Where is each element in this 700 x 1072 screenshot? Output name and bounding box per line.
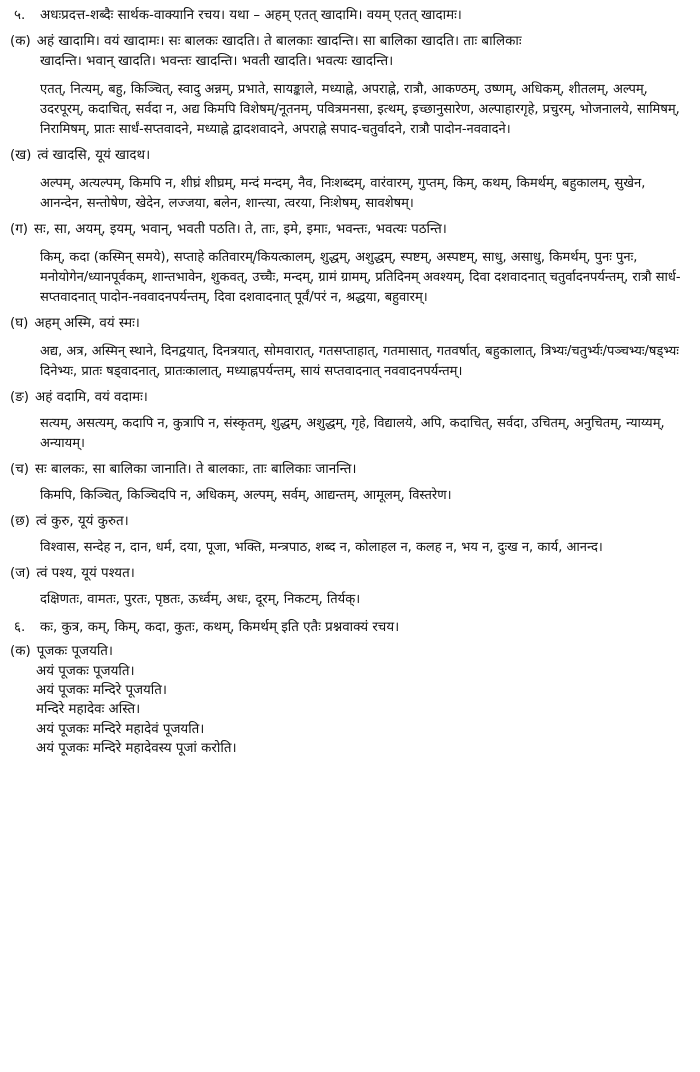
section-heading — [10, 220, 690, 240]
section-heading — [10, 314, 690, 334]
heading-line: अहं खादामि। वयं खादामः। सः बालकः खादति। ते बालकाः खादन्ति। सा बालिका खादति। ताः बालिकाः — [36, 34, 522, 49]
question-number: ५. — [14, 8, 26, 23]
word-list: दक्षिणतः, वामतः, पुरतः, पृष्ठतः, ऊर्ध्वम्, अधः, दूरम्, निकटम्, तिर्यक्। — [40, 592, 361, 607]
section-heading — [10, 146, 690, 166]
example-heading — [10, 642, 690, 662]
question-number: ६. — [14, 620, 26, 635]
word-list: विश्वास, सन्देह न, दान, धर्म, दया, पूजा, भक्ति, मन्त्रपाठ, शब्द न, कोलाहल न, कलह न, भय न, दुःख न, कार्य, आनन्द। — [40, 540, 603, 555]
section-heading — [10, 564, 690, 584]
section-ja — [10, 564, 690, 610]
section-cha — [10, 460, 690, 506]
question-5 — [10, 6, 690, 26]
section-heading — [10, 32, 690, 52]
word-list: अल्पम्, अत्यल्पम्, किमपि न, शीघ्रं शीघ्रम्, मन्दं मन्दम्, नैव, निःशब्दम्, वारंवारम्, गुप्तम्, किम्, कथम्, किमर्थम्, बहुकालम्, सुखेन, आनन्देन, सन्तोषेण, खेदेन, लज्जया, बलेन, शान्त्या, त्वरया, निःशेषम्, सावशेषम्। — [40, 176, 646, 211]
section-label: (घ) — [10, 316, 29, 331]
heading-line: अहं वदामि, वयं वदामः। — [34, 390, 148, 405]
question-instruction: अधःप्रदत्त-शब्दैः सार्थक-वाक्यानि रचय। यथा – अहम् एतत् खादामि। वयम् एतत् खादामः। — [40, 8, 462, 23]
heading-line: सः बालकः, सा बालिका जानाति। ते बालकाः, ताः बालिकाः जानन्ति। — [34, 462, 357, 477]
example-first-line: पूजकः पूजयति। — [36, 644, 114, 659]
section-heading — [10, 388, 690, 408]
word-list: एतत्, नित्यम्, बहु, किञ्चित्, स्वादु अन्नम्, प्रभाते, सायङ्काले, मध्याह्ने, अपराह्ने, रात्रौ, आकण्ठम्, उष्णम्, अधिकम्, शीतलम्, अल्पम्, उदरपूरम्, कदाचित्, सर्वदा न, अद्य किमपि विशेषम्/नूतनम्, पवित्रमनसा, इत्थम्, इच्छानुसारेण, अल्पाहारगृहे, प्रचुरम्, भोजनालये, सामिषम्, निरामिषम्, प्रातः सार्धं-सप्तवादने, मध्याह्ने द्वादशवादने, अपराह्ने सपाद-चतुर्वादने, रात्रौ पादोन-नववादने। — [40, 82, 680, 137]
section-nga — [10, 388, 690, 454]
section-heading — [10, 52, 690, 72]
section-kha — [10, 146, 690, 214]
example-line: अयं पूजकः मन्दिरे महादेवं पूजयति। — [36, 721, 205, 737]
word-list: सत्यम्, असत्यम्, कदापि न, कुत्रापि न, संस्कृतम्, शुद्धम्, अशुद्धम्, गृहे, विद्यालये, अपि, कदाचित्, सर्वदा, उचितम्, अनुचितम्, न्याय्यम्, अन्यायम्। — [40, 416, 665, 451]
heading-line: त्वं खादसि, यूयं खादथ। — [37, 148, 151, 163]
section-ga — [10, 220, 690, 308]
section-label: (ग) — [10, 222, 28, 237]
heading-line: सः, सा, अयम्, इयम्, भवान्, भवती पठति। ते, ताः, इमे, इमाः, भवन्तः, भवत्यः पठन्ति। — [34, 222, 447, 237]
question-6 — [10, 618, 690, 638]
example-line: अयं पूजकः मन्दिरे पूजयति। — [36, 683, 167, 699]
section-label: (ङ) — [10, 390, 29, 405]
heading-line: अहम् अस्मि, वयं स्मः। — [34, 316, 140, 331]
word-list: किम्, कदा (कस्मिन् समये), सप्ताहे कतिवारम्/कियत्कालम्, शुद्धम्, अशुद्धम्, स्पष्टम्, अस्पष्टम्, साधु, असाधु, किमर्थम्, पुनः पुनः, मनोयोगेन/ध्यानपूर्वकम्, शान्तभावेन, शुकवत्, उच्चैः, मन्दम्, ग्रामं ग्रामम्, प्रतिदिनम् अवश्यम्, दिवा दशवादनात् चतुर्वादनपर्यन्तम्, रात्रौ सार्ध-सप्तवादनात् पादोन-नववादनपर्यन्तम्, दिवा दशवादनात् पूर्वं/परं न, श्रद्धया, बहुवारम्। — [40, 250, 681, 305]
section-label: (च) — [10, 462, 29, 477]
example-line: मन्दिरे महादेवः अस्ति। — [36, 702, 141, 718]
example-line: अयं पूजकः मन्दिरे महादेवस्य पूजां करोति। — [36, 740, 237, 756]
question-instruction: कः, कुत्र, कम्, किम्, कदा, कुतः, कथम्, किमर्थम् इति एतैः प्रश्नवाक्यं रचय। — [40, 620, 400, 635]
section-heading — [10, 460, 690, 480]
word-list: किमपि, किञ्चित्, किञ्चिदपि न, अधिकम्, अल्पम्, सर्वम्, आद्यन्तम्, आमूलम्, विस्तरेण। — [40, 488, 452, 503]
heading-line: त्वं पश्य, यूयं पश्यत। — [36, 566, 135, 581]
section-chha — [10, 512, 690, 558]
heading-line: खादन्ति। भवान् खादति। भवन्तः खादन्ति। भवती खादति। भवत्यः खादन्ति। — [40, 54, 394, 69]
word-list: अद्य, अत्र, अस्मिन् स्थाने, दिनद्वयात्, दिनत्रयात्, सोमवारात्, गतसप्ताहात्, गतमासात्, गतवर्षात्, बहुकालात्, त्रिभ्यः/चतुर्भ्यः/पञ्चभ्यः/षड्भ्यः दिनेभ्यः, प्रातः षड्वादनात्, प्रातःकालात्, मध्याह्नपर्यन्तम्, सायं सप्तवादनात् नववादनपर्यन्तम्। — [40, 344, 679, 379]
section-gha — [10, 314, 690, 382]
section-label: (क) — [10, 34, 31, 49]
heading-line: त्वं कुरु, यूयं कुरुत। — [35, 514, 129, 529]
example-line: अयं पूजकः पूजयति। — [36, 664, 135, 679]
section-label: (ख) — [10, 148, 32, 163]
section-heading — [10, 512, 690, 532]
example-label: (क) — [10, 644, 31, 659]
section-ka — [10, 32, 690, 140]
example-lines — [10, 662, 690, 758]
section-label: (ज) — [10, 566, 31, 581]
section-label: (छ) — [10, 514, 30, 529]
